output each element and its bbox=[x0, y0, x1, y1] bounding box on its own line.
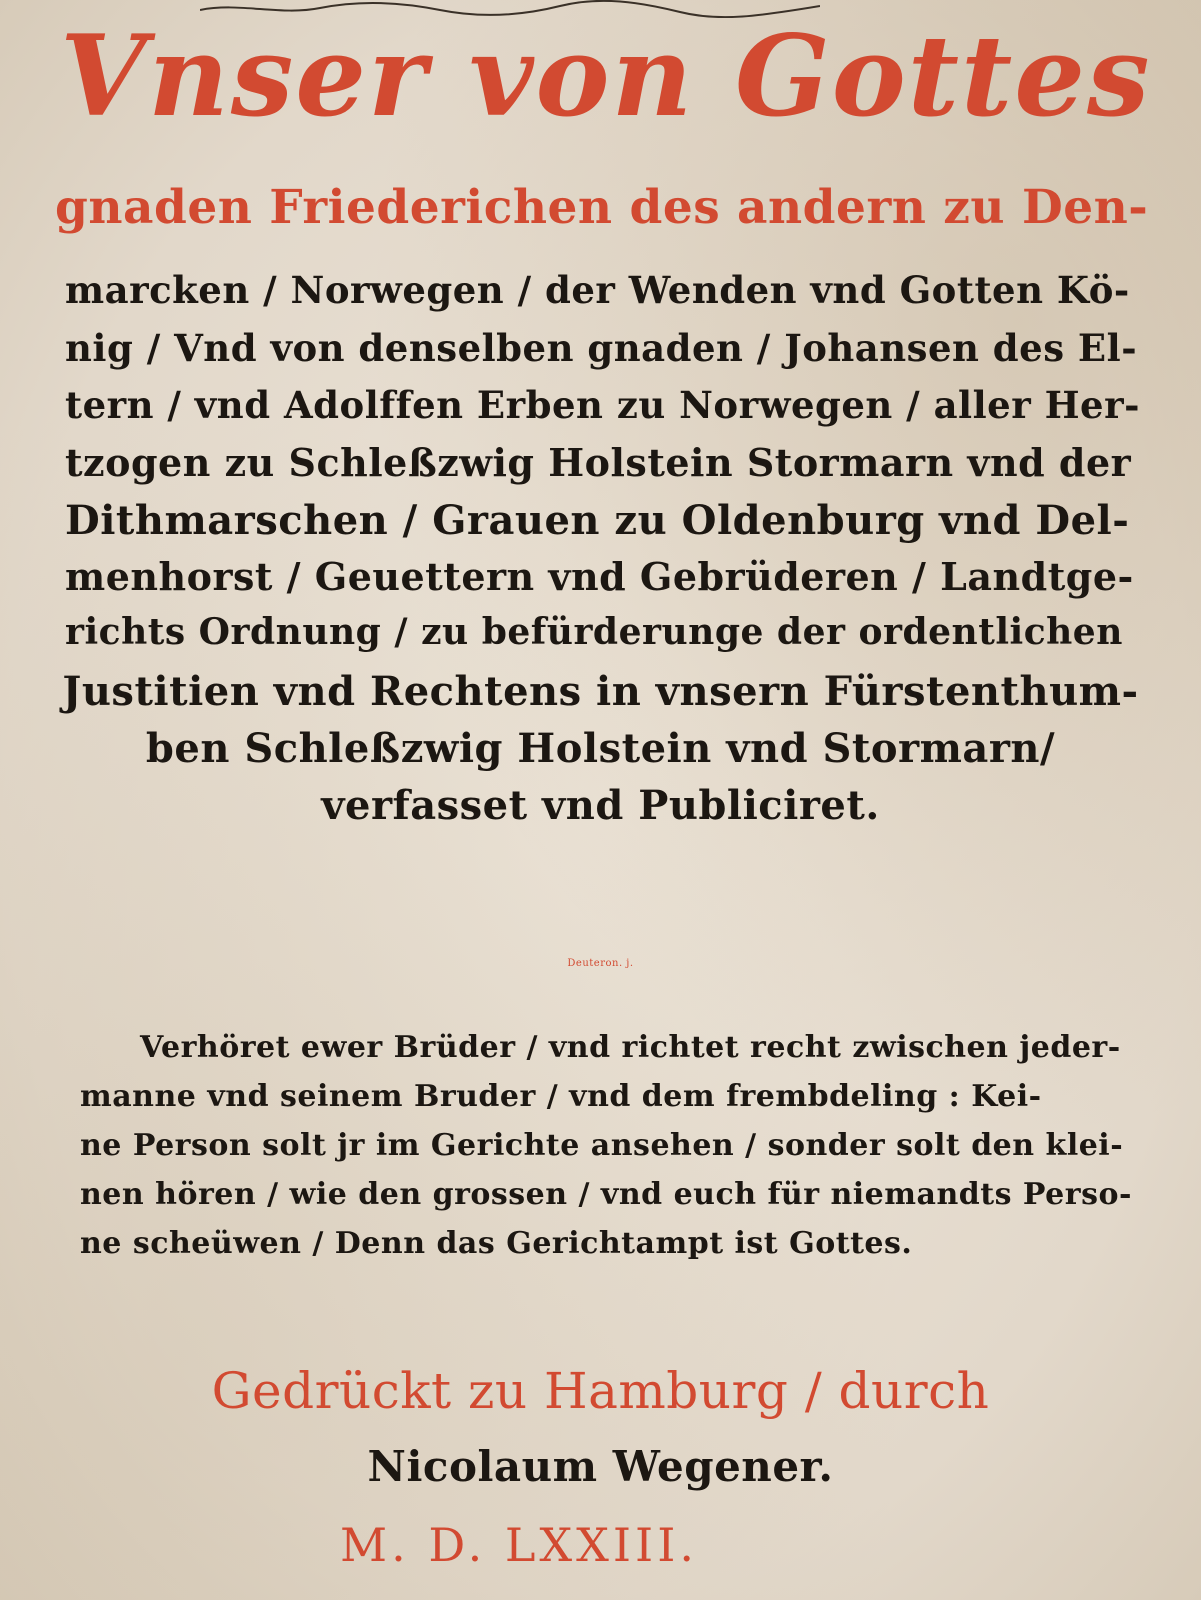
body-line-8: Justitien vnd Rechtens in vnsern Fürstenthum- bbox=[62, 668, 1139, 715]
title-line-2: gnaden Friederichen des andern zu Den- bbox=[55, 180, 1149, 235]
body-line-2: nig / Vnd von denselben gnaden / Johansen des El- bbox=[65, 326, 1138, 370]
verse-line-1: Verhöret ewer Brüder / vnd richtet recht zwischen jeder- bbox=[140, 1030, 1121, 1065]
body-line-5: Dithmarschen / Grauen zu Oldenburg vnd Del- bbox=[65, 497, 1130, 544]
verse-line-2: manne vnd seinem Bruder / vnd dem frembdeling : Kei- bbox=[80, 1079, 1042, 1114]
verse-line-3: ne Person solt jr im Gerichte ansehen / sonder solt den klei- bbox=[80, 1128, 1124, 1163]
imprint-line-1: Gedrückt zu Hamburg / durch bbox=[211, 1362, 990, 1420]
imprint-year: M. D. LXXIII. bbox=[340, 1518, 699, 1572]
verse-line-4: nen hören / wie den grossen / vnd euch für niemandts Perso- bbox=[80, 1177, 1132, 1212]
body-line-6: menhorst / Geuettern vnd Gebrüderen / Landtge- bbox=[65, 554, 1134, 599]
body-line-7: richts Ordnung / zu befürderunge der ordentlichen bbox=[65, 611, 1123, 653]
body-line-3: tern / vnd Adolffen Erben zu Norwegen / aller Her- bbox=[65, 383, 1140, 427]
body-line-10: verfasset vnd Publiciret. bbox=[321, 782, 880, 829]
imprint-line-2: Nicolaum Wegener. bbox=[367, 1442, 834, 1491]
verse-line-5: ne scheüwen / Denn das Gerichtampt ist Gottes. bbox=[80, 1226, 913, 1261]
body-line-1: marcken / Norwegen / der Wenden vnd Gotten Kö- bbox=[65, 268, 1130, 312]
body-line-4: tzogen zu Schleßzwig Holstein Stormarn vnd der bbox=[65, 440, 1132, 485]
title-line-1: Vnser von Gottes bbox=[60, 12, 1152, 142]
verse-reference: Deuteron. j. bbox=[567, 958, 634, 969]
body-line-9: ben Schleßzwig Holstein vnd Stormarn/ bbox=[145, 725, 1056, 772]
